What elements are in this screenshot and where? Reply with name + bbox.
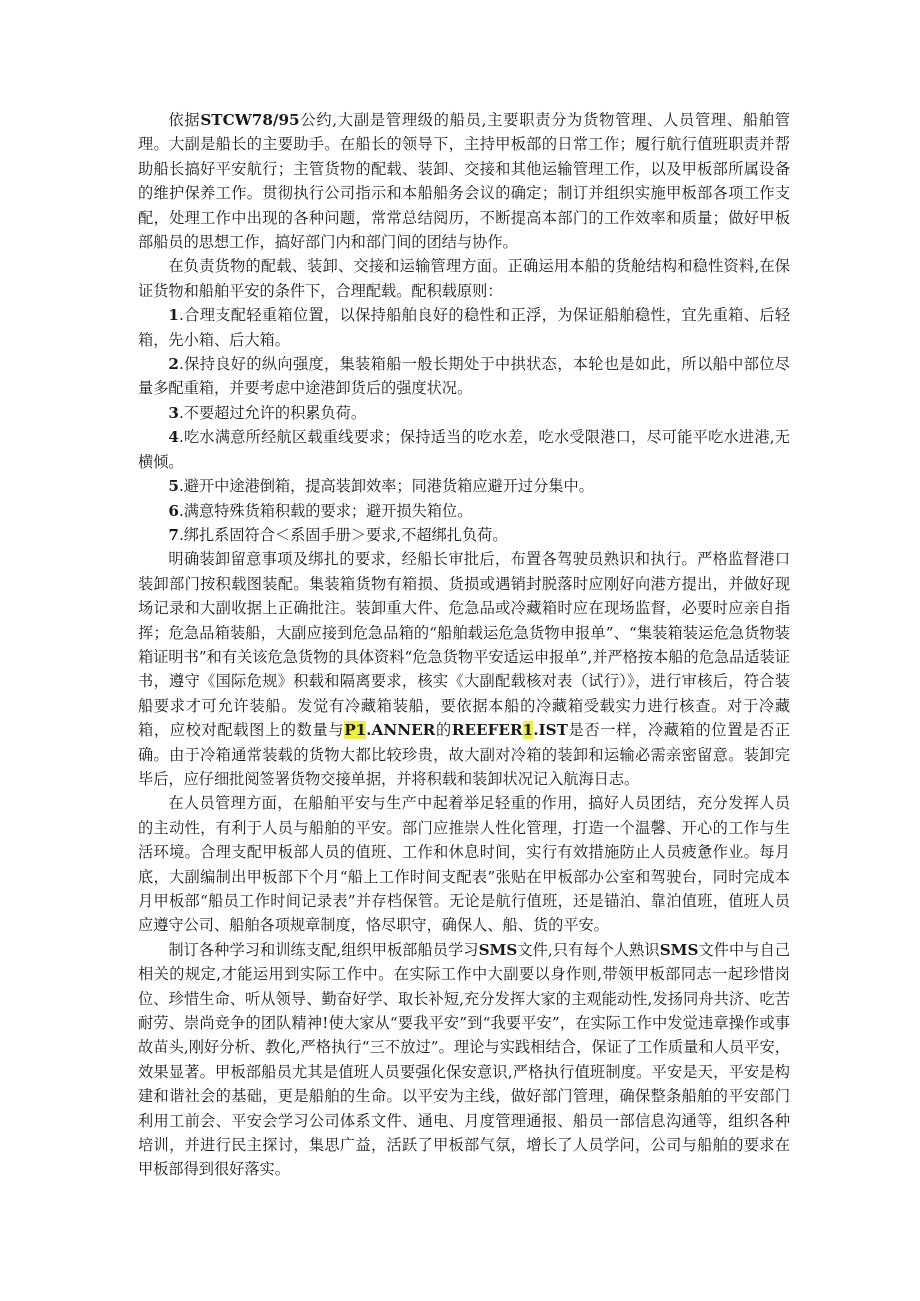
list-item (138, 401, 790, 425)
list-number: 7 (168, 525, 179, 544)
list-number: 6 (168, 501, 179, 520)
text-run: 公约,大副是管理级的船员,主要职责分为货物管理、人员管理、船舶管理。大副是船长的主要助手。在船长的领导下，主持甲板部的日常工作；履行航行值班职责并帮助船长搞好平安航行；主管货物的配载、装卸、交接和其他运输管理工作，以及甲板部所属设备的维护保养工作。贯彻执行公司指示和本船船务会议的确定；制订并组织实施甲板部各项工作支配，处理工作中出现的各种问题，常常总结阅历，不断提高本部门的工作效率和质量；做好甲板部船员的思想工作，搞好部门内和部门间的团结与协作。 (138, 111, 791, 252)
text-run: 文件,只有每个人熟识 (517, 940, 660, 959)
list-number: 5 (168, 477, 179, 496)
list-item (138, 352, 790, 401)
highlighted-text: 1 (522, 721, 534, 740)
paragraph-personnel-management: 在人员管理方面，在船舶平安与生产中起着举足轻重的作用，搞好人员团结，充分发挥人员的主动性，有利于人员与船舶的平安。部门应推崇人性化管理，打造一个温馨、开心的工作与生活环境。合理支配甲板部人员的值班、工作和休息时间，实行有效措施防止人员疲惫作业。每月底，大副编制出甲板部下个月“船上工作时间支配表”张贴在甲板部办公室和驾驶台，同时完成本月甲板部“船员工作时间记录表”并存档保管。无论是航行值班，还是锚泊、靠泊值班，值班人员应遵守公司、船舶各项规章制度，恪尽职守，确保人、船、货的平安。 (138, 794, 790, 935)
document-body (138, 108, 790, 1182)
paragraph-cargo-intro: 在负责货物的配载、装卸、交接和运输管理方面。正确运用本船的货舱结构和稳性资料,在保证货物和船舶平安的条件下，合理配载。配积载原则： (138, 257, 790, 300)
paragraph-training (138, 938, 790, 1182)
paragraph-responsibilities (138, 108, 790, 254)
text-run: 文件中与自己相关的规定,才能运用到实际工作中。在实际工作中大副要以身作则,带领甲板部同志一起珍惜岗位、珍惜生命、听从领导、勤奋好学、取长补短,充分发挥大家的主观能动性,发扬同舟共济、吃苦耐劳、崇尚竞争的团队精神!使大家从“要我平安”到“我要平安”，在实际工作中发觉违章操作或事故苗头,刚好分析、教化,严格执行“三不放过”。理论与实践相结合，保证了工作质量和人员平安，效果显著。甲板部船员尤其是值班人员要强化保安意识,严格执行值班制度。平安是天，平安是构建和谐社会的基础，更是船舶的生命。以平安为主线，做好部门管理，确保整条船舶的平安部门利用工前会、平安会学习公司体系文件、通电、月度管理通报、船员一部信息沟通等，组织各种培训，并进行民主探讨，集思广益，活跃了甲板部气氛，增长了人员学问，公司与船舶的要求在甲板部得到很好落实。 (138, 940, 791, 1179)
list-number: 4 (168, 428, 179, 447)
highlighted-text: P1 (344, 721, 367, 740)
list-item (138, 499, 790, 523)
list-text: .吃水满意所经航区载重线要求；保持适当的吃水差，吃水受限港口，尽可能平吃水进港,无横倾。 (138, 428, 790, 471)
text-run: 的 (435, 721, 452, 740)
text-run: 明确装卸留意事项及绑扎的要求，经船长审批后，布置各驾驶员熟识和执行。严格监督港口装卸部门按积载图装配。集装箱货物有箱损、货损或遇销封脱落时应刚好向港方提出，并做好现场记录和大副收据上正确批注。装卸重大件、危急品或冷藏箱时应在现场监督，必要时应亲自指挥；危急品箱装船，大副应接到危急品箱的“船舶载运危急货物申报单”、“集装箱装运危急货物装箱证明书”和有关该危急货物的具体资料“危急货物平安适运申报单”,并严格按本船的危急品适装证书，遵守《国际危规》积载和隔离要求，核实《大副配载核对表（试行）》，进行审核后，符合装船要求才可允许装船。发觉有冷藏箱装船，要依据本船的冷藏箱受载实力进行核查。对于冷藏箱，应校对配载图上的数量与 (138, 550, 790, 740)
list-number: 1 (168, 306, 179, 325)
text-run: 制订各种学习和训练支配,组织甲板部船员学习 (168, 940, 479, 959)
text-run: 是否一样，冷藏箱的位置是否正确。由于冷箱通常装载的货物大都比较珍贵，故大副对冷箱的装卸和运输必需亲密留意。装卸完毕后，应仔细批阅签署货物交接单据，并将积载和装卸状况记入航海日志。 (138, 721, 791, 788)
list-text: .避开中途港倒箱，提高装卸效率；同港货箱应避开过分集中。 (178, 477, 594, 496)
paragraph-loading-supervision (138, 547, 790, 791)
list-item (138, 425, 790, 474)
text-run: 依据 (168, 111, 201, 129)
list-item (138, 303, 790, 352)
list-text: .不要超过允许的积累负荷。 (178, 403, 367, 422)
bold-term: SMS (478, 940, 518, 959)
list-item (138, 474, 790, 498)
bold-term: REEFER (451, 721, 523, 740)
list-text: .保持良好的纵向强度，集装箱船一般长期处于中拱状态，本轮也是如此，所以船中部位尽量多配重箱，并要考虑中途港卸货后的强度状况。 (138, 355, 790, 398)
list-text: .满意特殊货箱积载的要求；避开损失箱位。 (178, 501, 473, 520)
bold-term: STCW78/95 (200, 111, 300, 129)
list-text: .合理支配轻重箱位置，以保持船舶良好的稳性和正浮，为保证船舶稳性，宜先重箱、后轻箱，先小箱、后大箱。 (138, 306, 790, 349)
bold-term: SMS (659, 940, 699, 959)
list-item (138, 523, 790, 547)
bold-term: .IST (533, 721, 568, 740)
list-number: 3 (168, 403, 179, 422)
list-text: .绑扎系固符合＜系固手册＞要求,不超绑扎负荷。 (178, 525, 508, 544)
bold-term: .ANNER (366, 721, 436, 740)
list-number: 2 (168, 355, 179, 374)
